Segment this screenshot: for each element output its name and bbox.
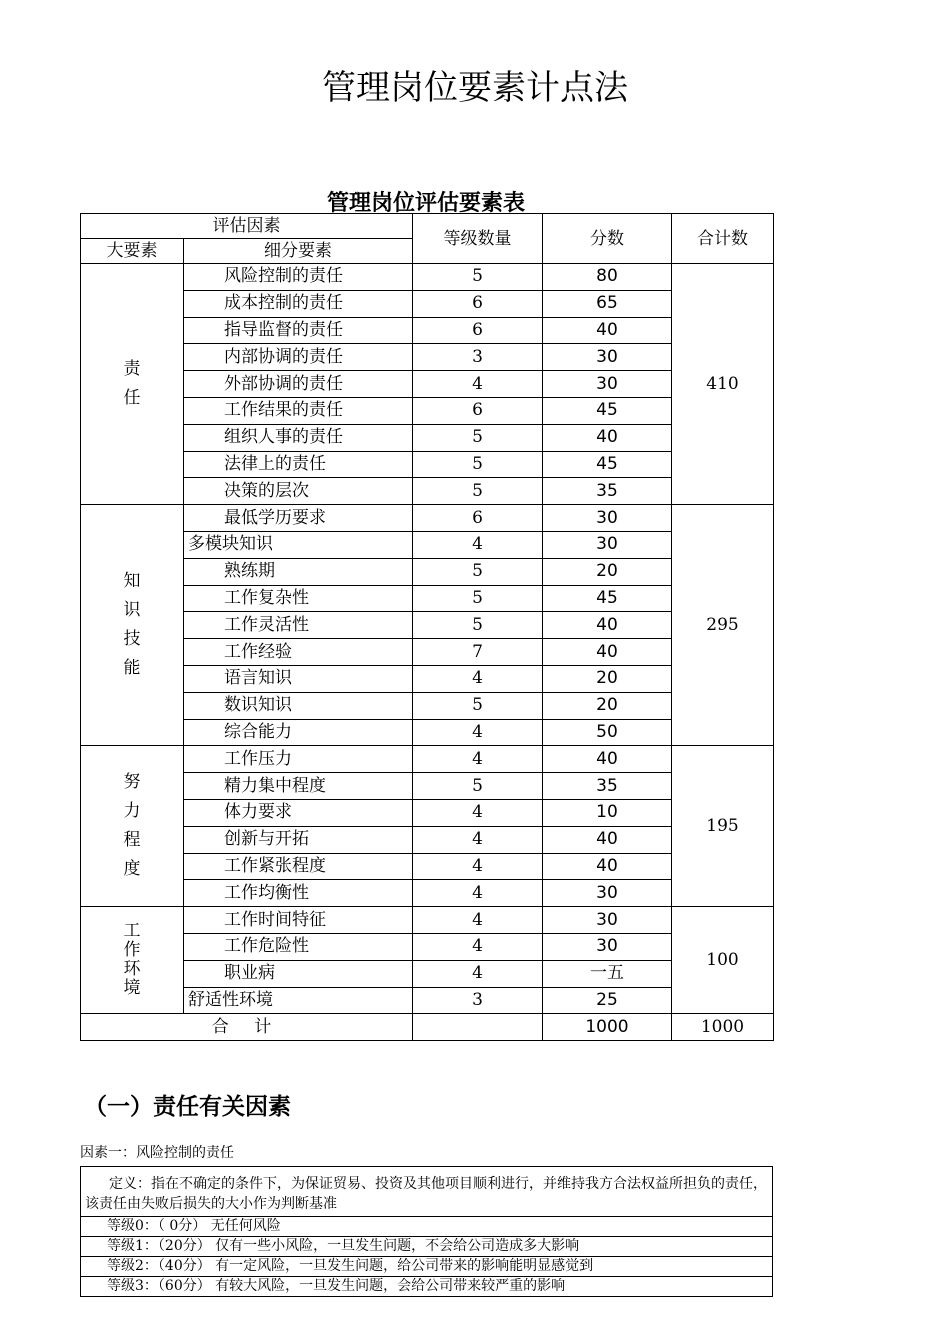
level-count: 5 [413,478,543,505]
table-row [81,853,774,880]
sum-label: 合 计 [81,1014,413,1041]
sub-factor-name: 工作均衡性 [184,880,413,907]
table-row [81,826,774,853]
score-value: 40 [543,612,672,639]
score-header: 分数 [543,214,672,264]
table-row [81,960,774,987]
page-title: 管理岗位要素计点法 [322,68,628,108]
level-count: 6 [413,397,543,424]
score-value: 35 [543,773,672,800]
section-heading: （一）责任有关因素 [84,1094,291,1120]
table-row [81,478,774,505]
levels-header: 等级数量 [413,214,543,264]
score-value: 30 [543,531,672,558]
table-row [81,746,774,773]
sub-factor-name: 综合能力 [184,719,413,746]
sub-factor-name: 职业病 [184,960,413,987]
sum-levels [413,1014,543,1041]
sub-factor-name: 语言知识 [184,665,413,692]
score-value: 20 [543,558,672,585]
sub-factor-name: 工作结果的责任 [184,397,413,424]
table-row [81,451,774,478]
table-row [81,424,774,451]
grade-level-row [81,1237,773,1257]
sub-factor-name: 数识知识 [184,692,413,719]
sub-factor-name: 多模块知识 [184,531,413,558]
header-row-1 [81,214,774,239]
level-count: 4 [413,960,543,987]
level-count: 5 [413,264,543,291]
level-count: 3 [413,987,543,1014]
grade-level-row [81,1217,773,1237]
table-row [81,987,774,1014]
sum-total: 1000 [672,1014,774,1041]
level-count: 4 [413,933,543,960]
level-count: 6 [413,505,543,532]
sum-row [81,1014,774,1041]
table-row [81,880,774,907]
score-value: 45 [543,451,672,478]
table-row [81,585,774,612]
group-total: 410 [672,264,774,505]
level-count: 4 [413,746,543,773]
score-value: 80 [543,264,672,291]
level-count: 7 [413,639,543,666]
table-row [81,799,774,826]
sub-factor-name: 工作压力 [184,746,413,773]
sub-factor-name: 熟练期 [184,558,413,585]
level-count: 5 [413,692,543,719]
table-row [81,531,774,558]
grade-level-row [81,1277,773,1297]
score-value: 40 [543,317,672,344]
level-count: 5 [413,773,543,800]
level-count: 5 [413,424,543,451]
grade-level-text: 等级0：（ 0分） 无任何风险 [81,1217,773,1237]
score-value: 25 [543,987,672,1014]
level-count: 4 [413,880,543,907]
score-value: 35 [543,478,672,505]
sum-score: 1000 [543,1014,672,1041]
table-row [81,773,774,800]
score-value: 50 [543,719,672,746]
level-count: 4 [413,531,543,558]
score-value: 40 [543,853,672,880]
score-value: 45 [543,397,672,424]
grade-level-text: 等级1：（20分） 仅有一些小风险，一旦发生问题，不会给公司造成多大影响 [81,1237,773,1257]
grade-level-text: 等级2：（40分） 有一定风险，一旦发生问题，给公司带来的影响能明显感觉到 [81,1257,773,1277]
score-value: 45 [543,585,672,612]
sub-factor-name: 工作紧张程度 [184,853,413,880]
score-value: 40 [543,424,672,451]
sub-factor-name: 工作灵活性 [184,612,413,639]
sub-factor-name: 精力集中程度 [184,773,413,800]
table-row [81,692,774,719]
score-value: 65 [543,290,672,317]
sub-factor-name: 工作时间特征 [184,907,413,934]
score-value: 30 [543,344,672,371]
level-count: 4 [413,799,543,826]
level-count: 5 [413,612,543,639]
table-row [81,317,774,344]
table-row [81,558,774,585]
sub-factor-header: 细分要素 [184,239,413,264]
sub-factor-name: 外部协调的责任 [184,371,413,398]
table-row [81,639,774,666]
level-count: 4 [413,719,543,746]
score-value: 40 [543,746,672,773]
table-row [81,933,774,960]
eval-factor-header: 评估因素 [81,214,413,239]
table-row [81,719,774,746]
score-value: 30 [543,505,672,532]
level-count: 4 [413,853,543,880]
major-factor-knowledge: 知识技能 [81,505,184,746]
score-value: 30 [543,933,672,960]
score-value: 40 [543,826,672,853]
level-count: 5 [413,585,543,612]
factor-label: 因素一：风险控制的责任 [80,1145,234,1161]
sub-factor-name: 法律上的责任 [184,451,413,478]
sub-factor-name: 成本控制的责任 [184,290,413,317]
grade-level-text: 等级3：（60分） 有较大风险，一旦发生问题，会给公司带来较严重的影响 [81,1277,773,1297]
table-row [81,371,774,398]
level-count: 4 [413,371,543,398]
table-row [81,505,774,532]
group-total: 195 [672,746,774,907]
sub-factor-name: 工作经验 [184,639,413,666]
level-count: 6 [413,317,543,344]
score-value: 一五 [543,960,672,987]
score-value: 30 [543,907,672,934]
score-value: 20 [543,665,672,692]
sub-factor-name: 最低学历要求 [184,505,413,532]
major-factor-header: 大要素 [81,239,184,264]
sub-factor-name: 创新与开拓 [184,826,413,853]
level-count: 5 [413,451,543,478]
level-count: 3 [413,344,543,371]
sub-factor-name: 组织人事的责任 [184,424,413,451]
evaluation-table [80,213,774,1041]
major-factor-responsibility: 责任 [81,264,184,505]
grade-level-row [81,1257,773,1277]
level-count: 6 [413,290,543,317]
sub-factor-name: 工作复杂性 [184,585,413,612]
level-count: 4 [413,907,543,934]
sub-factor-name: 风险控制的责任 [184,264,413,291]
table-row [81,397,774,424]
definition-text: 定义：指在不确定的条件下，为保证贸易、投资及其他项目顺利进行，并维持我方合法权益所担负的责任，该责任由失败后损失的大小作为判断基准 [81,1167,773,1217]
table-row [81,264,774,291]
table-row [81,290,774,317]
level-count: 4 [413,826,543,853]
sub-factor-name: 舒适性环境 [184,987,413,1014]
definition-row [81,1167,773,1217]
major-factor-effort: 努力程度 [81,746,184,907]
score-value: 20 [543,692,672,719]
table-row [81,665,774,692]
score-value: 10 [543,799,672,826]
table-row [81,907,774,934]
table-row [81,612,774,639]
table-title: 管理岗位评估要素表 [326,191,525,216]
group-total: 100 [672,907,774,1014]
score-value: 30 [543,880,672,907]
sub-factor-name: 工作危险性 [184,933,413,960]
total-header: 合计数 [672,214,774,264]
major-factor-environment: 工作环境 [81,907,184,1014]
sub-factor-name: 决策的层次 [184,478,413,505]
level-count: 4 [413,665,543,692]
sub-factor-name: 指导监督的责任 [184,317,413,344]
sub-factor-name: 体力要求 [184,799,413,826]
score-value: 30 [543,371,672,398]
definition-table [80,1166,773,1297]
sub-factor-name: 内部协调的责任 [184,344,413,371]
group-total: 295 [672,505,774,746]
score-value: 40 [543,639,672,666]
table-row [81,344,774,371]
level-count: 5 [413,558,543,585]
